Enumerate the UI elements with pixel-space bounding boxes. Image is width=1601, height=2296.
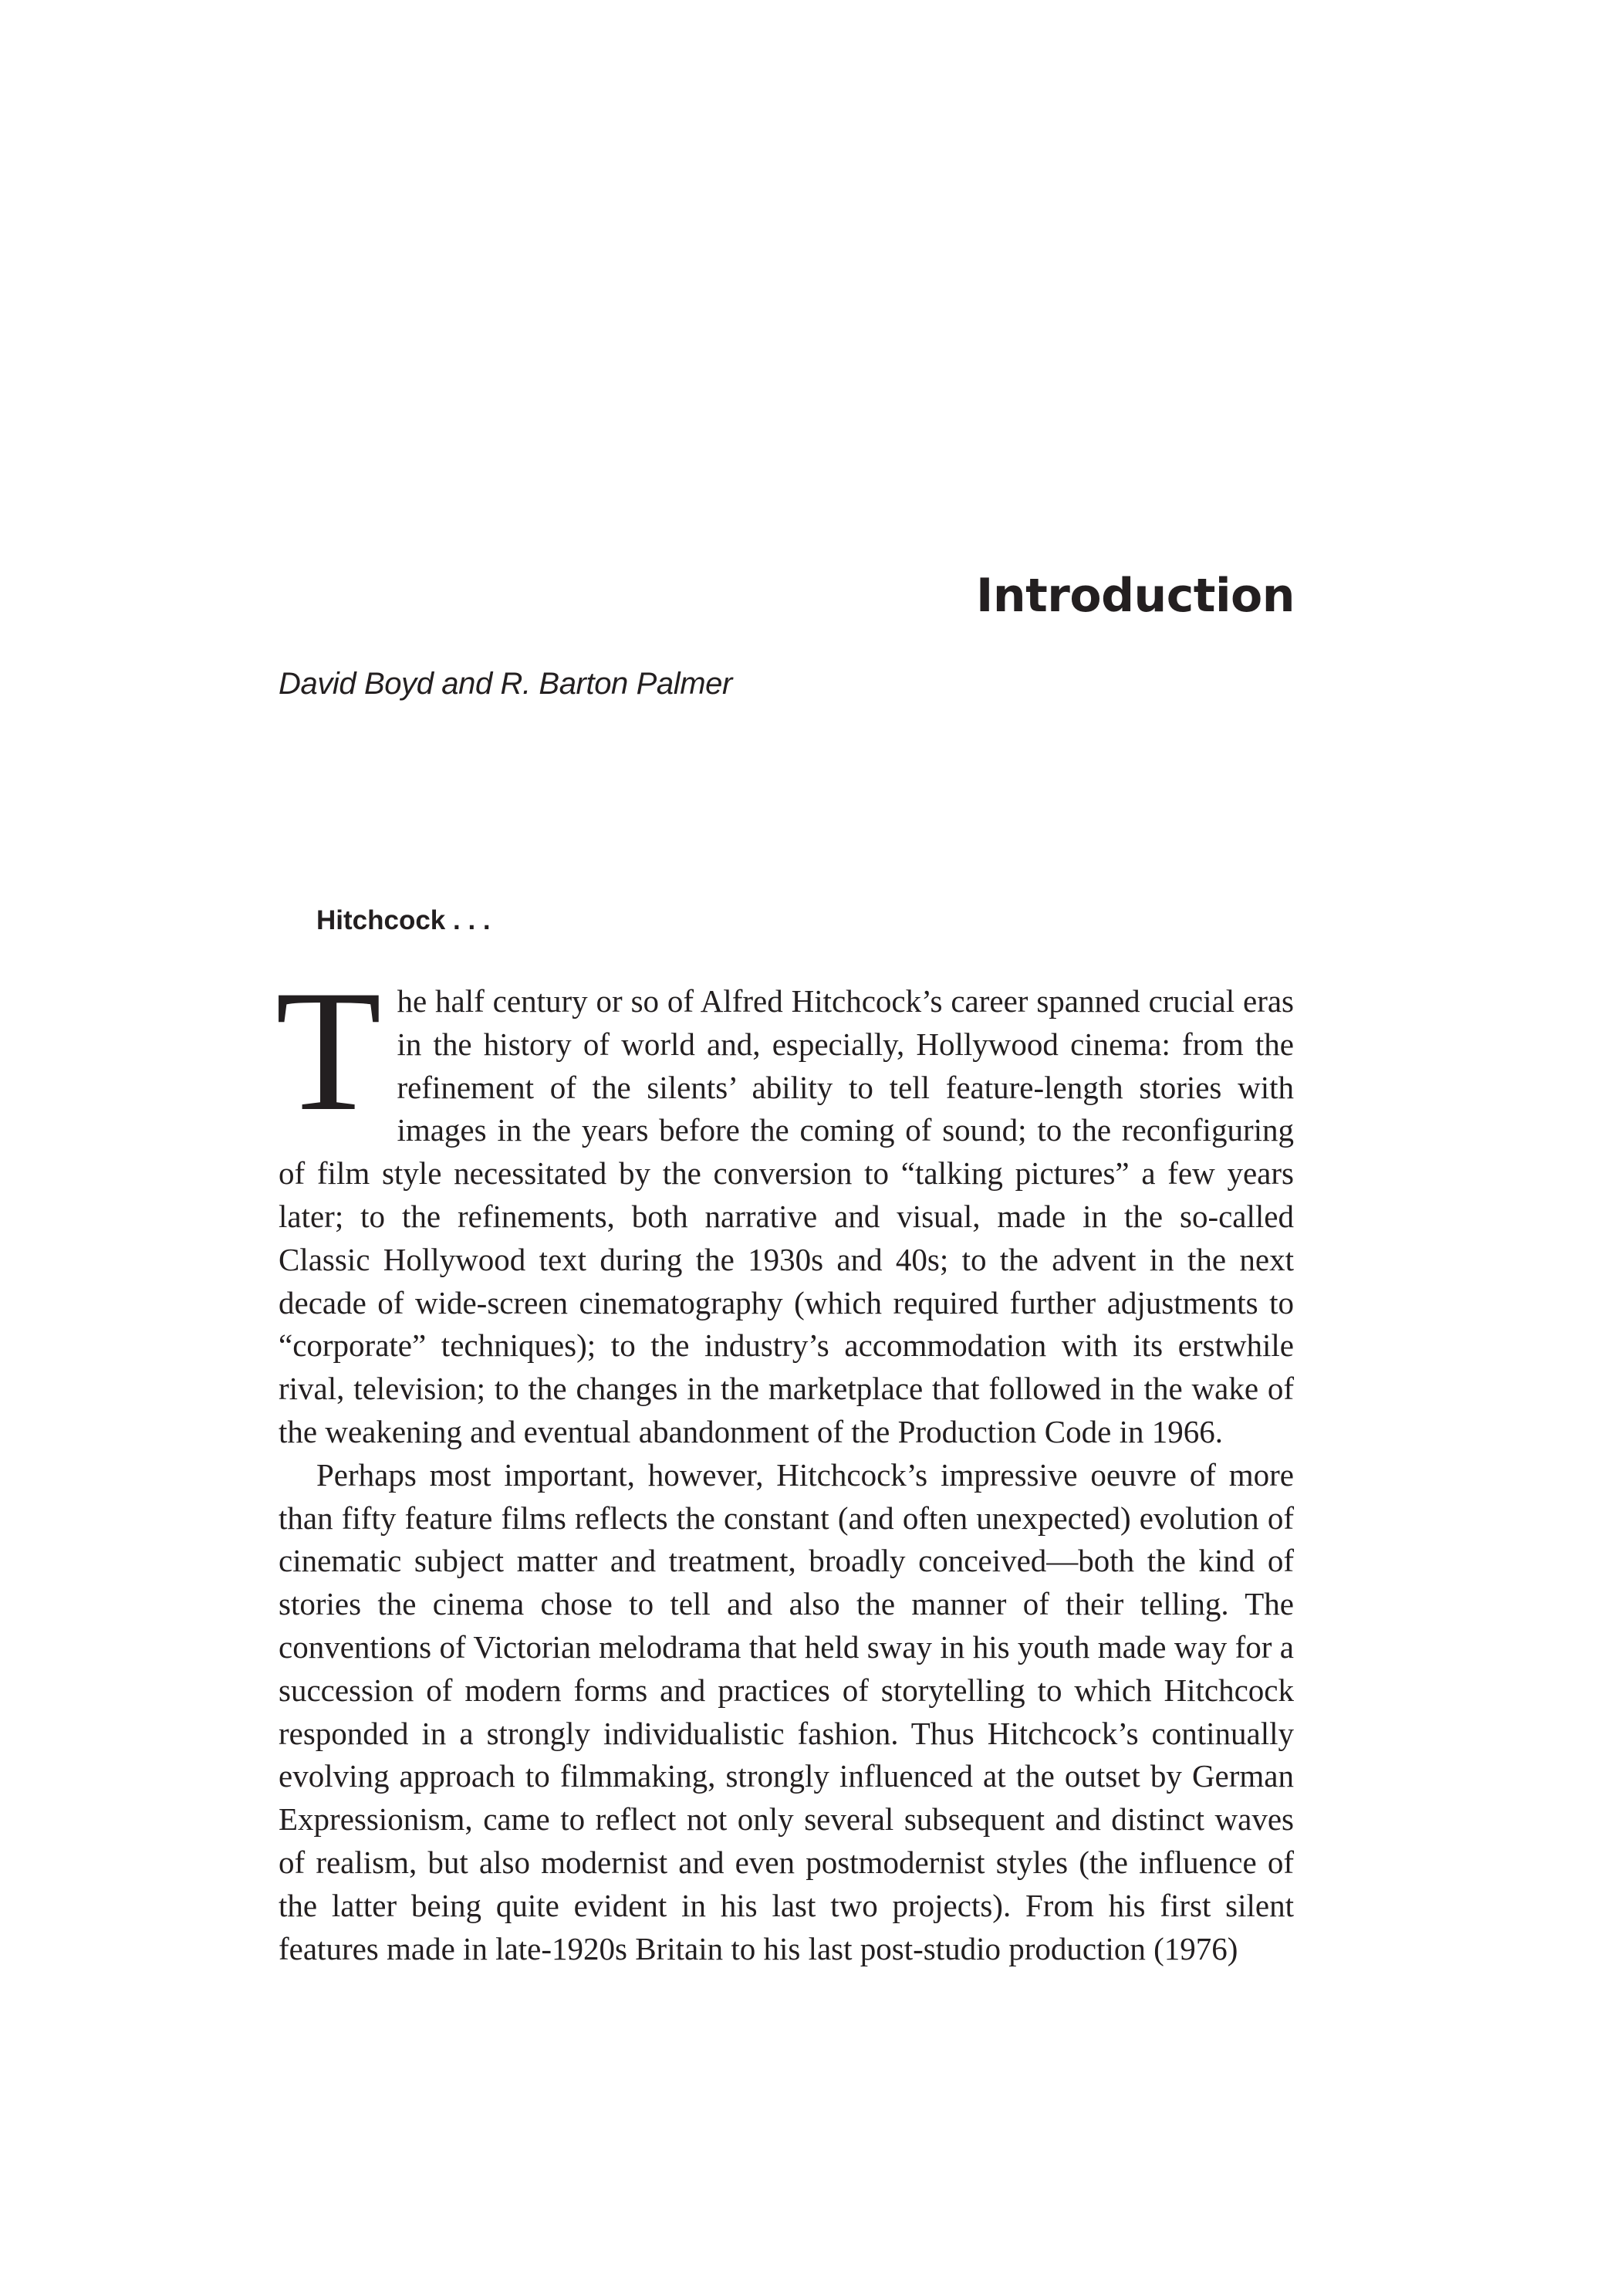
section-heading: Hitchcock . . . — [316, 905, 491, 935]
paragraph-2: Perhaps most important, however, Hitchcock’s impressive oeuvre of more than fifty feature films reflects the constant (and often unexpected) evolution of cinematic subject matter and treatment, broadly conceived—both the kind of stories the cinema chose to tell and also the manner of their telling. The conventions of Victorian melodrama that held sway in his youth made way for a succession of modern forms and practices of storytelling to which Hitchcock responded in a strongly individualistic fashion. Thus Hitchcock’s continually evolving approach to filmmaking, strongly influenced at the outset by German Expressionism, came to reflect not only several subsequent and distinct waves of realism, but also modernist and even postmodernist styles (the influence of the latter being quite evident in his last two projects). From his first silent features made in late-1920s Britain to his last post-studio production (1976) — [279, 1456, 1294, 1966]
chapter-authors: David Boyd and R. Barton Palmer — [279, 667, 732, 701]
body-text — [275, 954, 1294, 1970]
drop-cap: T — [275, 954, 382, 1147]
chapter-title: Introduction — [976, 569, 1295, 623]
paragraph-1-text: he half century or so of Alfred Hitchcock’s career spanned crucial eras in the history of world and, especially, Hollywood cinema: from the refinement of the silents’ ability to tell feature-length stories with images in the years before the coming of sound; to the reconfiguring of film style necessitated by the conversion to “talking pictures” a few years later; to the refinements, both narrative and visual, made in the so-called Classic Hollywood text during the 1930s and 40s; to the advent in the next decade of wide-screen cinematography (which required further adjustments to “corporate” techniques); to the industry’s accommodation with its erstwhile rival, television; to the changes in the marketplace that followed in the wake of the weakening and eventual abandonment of the Production Code in 1966. — [279, 983, 1294, 1449]
paragraph-1 — [275, 954, 1294, 1454]
